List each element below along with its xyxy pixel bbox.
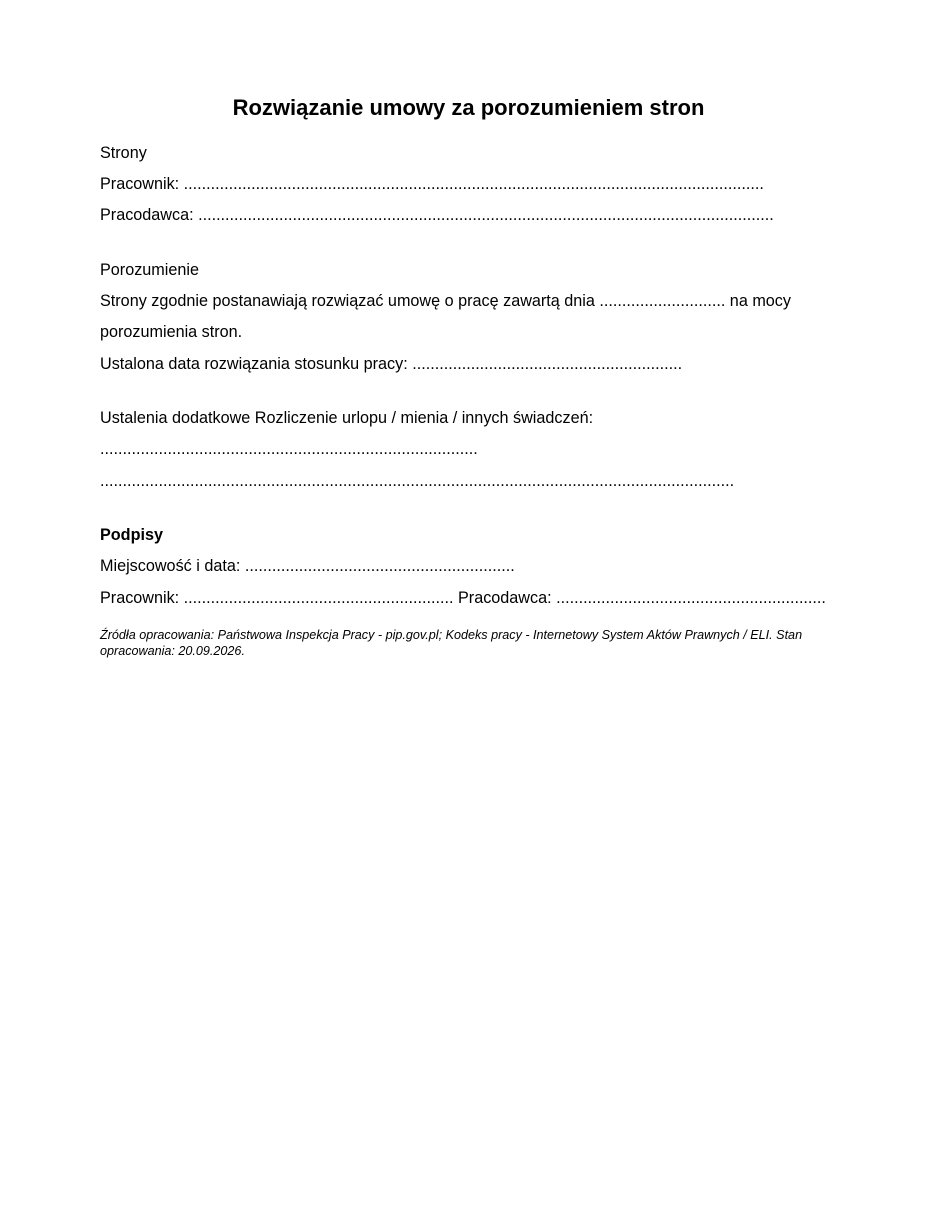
section-heading-podpisy: Podpisy xyxy=(100,526,163,545)
section-strony xyxy=(100,138,835,232)
employee-field: Pracownik: ................................................................................................................................. xyxy=(100,175,764,194)
termination-date-field: Ustalona data rozwiązania stosunku pracy: ............................................................ xyxy=(100,354,683,373)
section-heading-porozumienie: Porozumienie xyxy=(100,261,199,279)
additional-terms-line-2: ............................................................................................................................................. xyxy=(100,471,735,490)
signatures-field: Pracownik: ............................................................ Pracodawca: ............................................................ xyxy=(100,588,826,607)
section-podpisy xyxy=(100,520,835,614)
employer-field: Pracodawca: ................................................................................................................................ xyxy=(100,206,774,225)
sources-footnote: Źródła opracowania: Państwowa Inspekcja Pracy - pip.gov.pl; Kodeks pracy - Internetowy System Aktów Prawnych / ELI. Stan opracowania: 20.09.2026. xyxy=(100,627,803,659)
spacer xyxy=(100,497,835,520)
additional-terms-line-1: .................................................................................... xyxy=(100,440,478,459)
spacer xyxy=(100,380,835,403)
document-title: Rozwiązanie umowy za porozumieniem stron xyxy=(232,95,705,120)
place-and-date-field: Miejscowość i data: ............................................................ xyxy=(100,557,515,576)
document-page xyxy=(100,92,835,673)
spacer xyxy=(100,232,835,255)
agreement-text: Strony zgodnie postanawiają rozwiązać umowę o pracę zawartą dnia ............................ na mocy porozumienia stron. xyxy=(100,292,791,342)
section-heading-strony: Strony xyxy=(100,144,147,162)
section-heading-ustalenia: Ustalenia dodatkowe Rozliczenie urlopu / mienia / innych świadczeń: xyxy=(100,409,594,428)
section-ustalenia xyxy=(100,403,835,497)
section-porozumienie xyxy=(100,255,835,380)
